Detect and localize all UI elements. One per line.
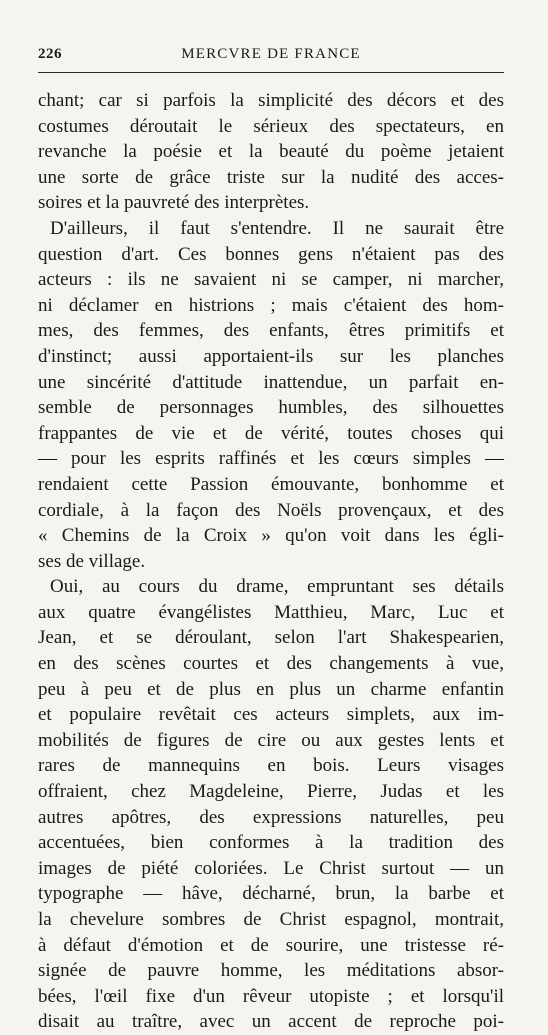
text-line: costumes déroutait le sérieux des spectateurs, en [38, 115, 504, 137]
text-line: aux quatre évangélistes Matthieu, Marc, Luc et [38, 601, 504, 623]
text-line: — pour les esprits raffinés et les cœurs simples — [38, 448, 504, 470]
text-line: une sorte de grâce triste sur la nudité des acces- [38, 166, 504, 188]
text-line: bées, l'œil fixe d'un rêveur utopiste ; et lorsqu'il [38, 985, 504, 1007]
text-line: revanche la poésie et la beauté du poème jetaient [38, 141, 504, 163]
text-line: mes, des femmes, des enfants, êtres primitifs et [38, 320, 504, 342]
text-line: offraient, chez Magdeleine, Pierre, Judas et les [38, 781, 504, 803]
text-line: soires et la pauvreté des interprètes. [38, 192, 310, 214]
paragraph-1 [38, 88, 504, 216]
text-line: frappantes de vie et de vérité, toutes choses qui [38, 422, 504, 444]
header-rule [38, 72, 504, 73]
text-line: peu à peu et de plus en plus un charme enfantin [38, 678, 504, 700]
text-line: chant; car si parfois la simplicité des décors et des [38, 90, 504, 111]
text-line: autres apôtres, des expressions naturelles, peu [38, 806, 504, 828]
text-line: Oui, au cours du drame, empruntant ses détails [50, 576, 504, 598]
text-line: semble de personnages humbles, des silhouettes [38, 397, 504, 419]
text-line: D'ailleurs, il faut s'entendre. Il ne saurait être [50, 217, 504, 239]
body-text [38, 88, 504, 1035]
text-line: une sincérité d'attitude inattendue, un parfait en- [38, 371, 504, 393]
text-line: accentuées, bien conformes à la tradition des [38, 832, 504, 854]
text-line: en des scènes courtes et des changements à vue, [38, 653, 504, 675]
paragraph-2 [38, 216, 504, 574]
paragraph-3 [38, 574, 504, 1035]
text-line: d'instinct; aussi apportaient-ils sur les planches [38, 345, 504, 367]
text-line: et populaire revêtait ces acteurs simplets, aux im- [38, 704, 504, 726]
text-line: mobilités de figures de cire ou aux gestes lents et [38, 729, 504, 751]
text-line: question d'art. Ces bonnes gens n'étaient pas des [38, 243, 504, 265]
text-line: disait au traître, avec un accent de reproche poi- [38, 1011, 504, 1033]
text-line: rendaient cette Passion émouvante, bonhomme et [38, 473, 504, 495]
text-line: ses de village. [38, 550, 146, 572]
text-line: « Chemins de la Croix » qu'on voit dans les égli- [38, 525, 504, 547]
page-number: 226 [38, 46, 62, 62]
text-line: signée de pauvre homme, les méditations absor- [38, 960, 504, 982]
text-line: images de piété coloriées. Le Christ surtout — un [38, 857, 504, 879]
text-line: Jean, et se déroulant, selon l'art Shakespearien, [38, 627, 504, 649]
text-line: acteurs : ils ne savaient ni se camper, ni marcher, [38, 269, 504, 291]
text-line: ni déclamer en histrions ; mais c'étaient des hom- [38, 294, 504, 316]
running-head [38, 46, 504, 68]
text-line: typographe — hâve, décharné, brun, la barbe et [38, 883, 504, 905]
journal-title: MERCVRE DE FRANCE [181, 46, 361, 62]
text-line: la chevelure sombres de Christ espagnol, montrait, [38, 909, 504, 930]
text-line: cordiale, à la façon des Noëls provençaux, et des [38, 499, 504, 521]
text-line: à défaut d'émotion et de sourire, une tristesse ré- [38, 934, 504, 956]
text-line: rares de mannequins en bois. Leurs visages [38, 755, 504, 777]
